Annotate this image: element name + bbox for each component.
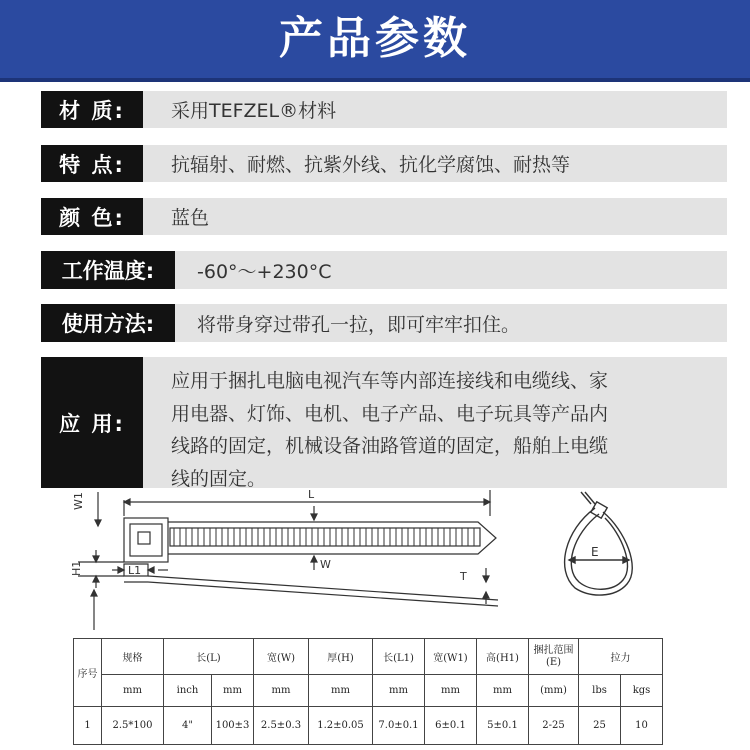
application-line: 线路的固定，机械设备油路管道的固定，船舶上电缆 xyxy=(171,435,609,457)
dim-label-L: L xyxy=(308,490,315,501)
table-cell: 5±0.1 xyxy=(477,707,529,745)
application-line: 用电器、灯饰、电机、电子产品、电子玩具等产品内 xyxy=(171,402,609,425)
dim-label-E: E xyxy=(591,545,599,559)
spec-label: 使用方法: xyxy=(41,304,175,342)
table-header: 宽(W) xyxy=(254,639,309,675)
table-unit: mm xyxy=(373,675,425,707)
page-banner xyxy=(0,0,750,78)
table-header: 厚(H) xyxy=(309,639,373,675)
spec-value-multiline xyxy=(171,357,717,488)
spec-label: 颜 色: xyxy=(41,198,143,235)
dim-label-L1: L1 xyxy=(128,564,142,577)
table-unit: kgs xyxy=(621,675,663,707)
table-cell: 1 xyxy=(74,707,102,745)
table-cell: 2.5±0.3 xyxy=(254,707,309,745)
spec-row-features xyxy=(41,145,727,182)
spec-table xyxy=(73,638,663,745)
dim-label-T: T xyxy=(460,570,467,583)
dim-label-W: W xyxy=(320,558,331,571)
dim-label-H1: H1 xyxy=(70,560,83,576)
application-line: 线的固定。 xyxy=(171,467,267,490)
table-header: 捆扎范围(E) xyxy=(529,639,579,675)
spec-value: 抗辐射、耐燃、抗紫外线、抗化学腐蚀、耐热等 xyxy=(171,154,571,176)
table-unit: mm xyxy=(477,675,529,707)
table-cell: 7.0±0.1 xyxy=(373,707,425,745)
spec-row-application xyxy=(41,357,727,488)
table-cell: 10 xyxy=(621,707,663,745)
table-header: 宽(W1) xyxy=(425,639,477,675)
spec-label: 材 质: xyxy=(41,91,143,128)
table-unit: mm xyxy=(102,675,164,707)
spec-row-material xyxy=(41,91,727,128)
table-header: 拉力 xyxy=(579,639,663,675)
table-header: 长(L1) xyxy=(373,639,425,675)
table-row xyxy=(74,707,663,745)
table-unit: inch xyxy=(164,675,212,707)
page-title: 产品参数 xyxy=(279,13,471,64)
spec-label: 应 用: xyxy=(41,357,143,488)
binding-range-loop-icon xyxy=(555,490,645,600)
table-cell: 2.5*100 xyxy=(102,707,164,745)
application-line: 应用于捆扎电脑电视汽车等内部连接线和电缆线、家 xyxy=(171,370,609,392)
table-cell: 6±0.1 xyxy=(425,707,477,745)
spec-label: 工作温度: xyxy=(41,251,175,289)
table-header: 高(H1) xyxy=(477,639,529,675)
spec-value: 蓝色 xyxy=(171,207,210,229)
spec-value: 将带身穿过带孔一拉，即可牢牢扣住。 xyxy=(197,313,521,336)
spec-value: 采用TEFZEL®材料 xyxy=(171,100,337,122)
spec-label: 特 点: xyxy=(41,145,143,182)
table-cell: 4" xyxy=(164,707,212,745)
dim-label-W1: W1 xyxy=(72,492,85,510)
table-unit: mm xyxy=(212,675,254,707)
table-cell: 2-25 xyxy=(529,707,579,745)
table-unit: mm xyxy=(254,675,309,707)
spec-row-temperature xyxy=(41,251,727,289)
table-cell: 25 xyxy=(579,707,621,745)
table-header: 序号 xyxy=(74,639,102,707)
table-header: 长(L) xyxy=(164,639,254,675)
table-header: 规格 xyxy=(102,639,164,675)
banner-divider xyxy=(0,78,750,82)
table-unit: (mm) xyxy=(529,675,579,707)
spec-row-color xyxy=(41,198,727,235)
spec-row-usage xyxy=(41,304,727,342)
table-unit: mm xyxy=(309,675,373,707)
table-cell: 100±3 xyxy=(212,707,254,745)
table-cell: 1.2±0.05 xyxy=(309,707,373,745)
table-unit: mm xyxy=(425,675,477,707)
table-unit: lbs xyxy=(579,675,621,707)
spec-value: -60°～+230°C xyxy=(197,260,332,283)
